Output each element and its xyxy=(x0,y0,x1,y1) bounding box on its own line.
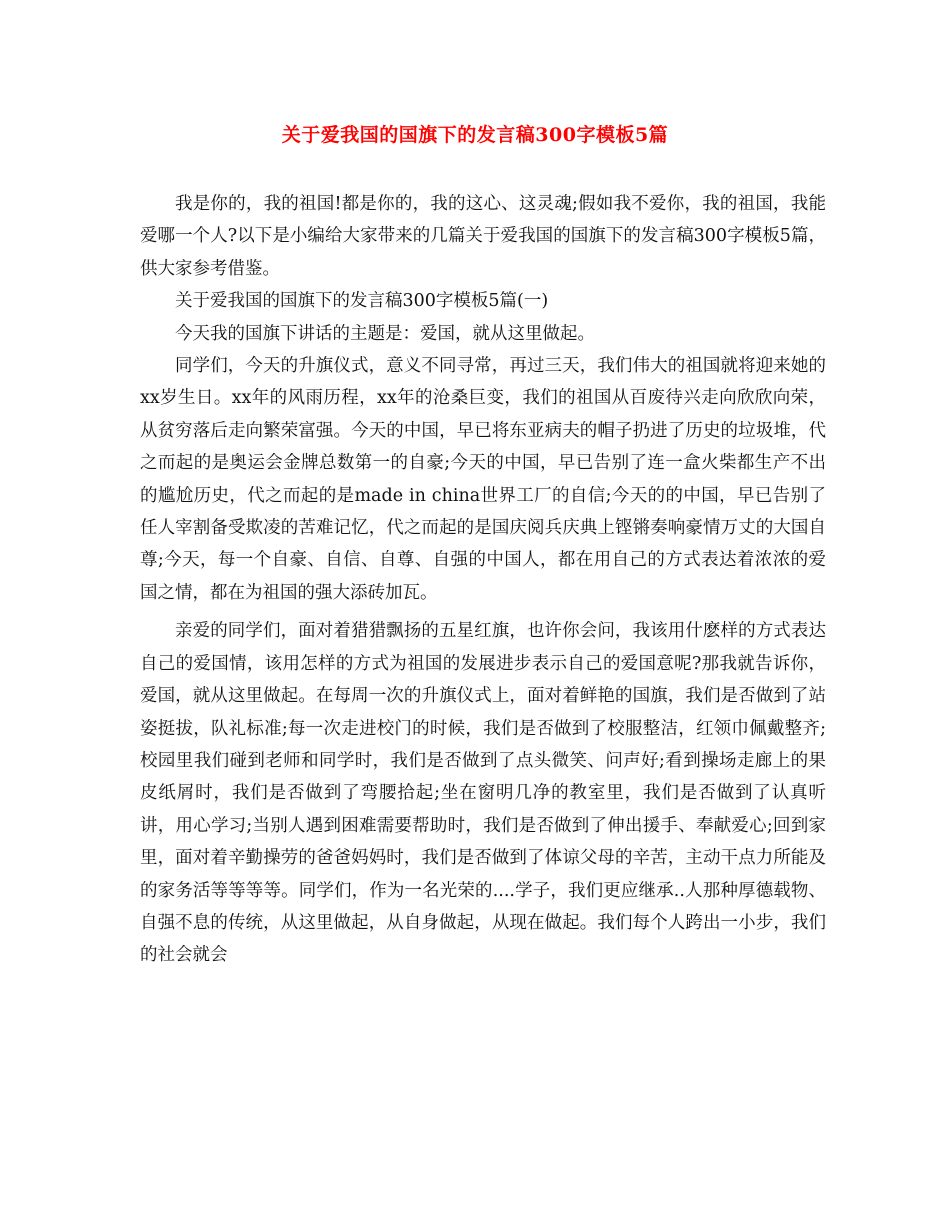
paragraph-topic: 今天我的国旗下讲话的主题是：爱国，就从这里做起。 xyxy=(175,323,595,344)
paragraph-subheading: 关于爱我国的国旗下的发言稿300字模板5篇(一) xyxy=(175,291,549,312)
document-body xyxy=(140,188,826,972)
paragraph-intro: 我是你的，我的祖国!都是你的，我的这心、这灵魂;假如我不爱你，我的祖国，我能爱哪一个人?以下是小编给大家带来的几篇关于爱我国的国旗下的发言稿300字模板5篇，供大家参考借鉴。 xyxy=(140,194,826,279)
paragraph-body-2: 亲爱的同学们，面对着猎猎飘扬的五星红旗，也许你会问，我该用什麽样的方式表达自己的爱国情，该用怎样的方式为祖国的发展进步表示自己的爱国意呢?那我就告诉你，爱国，就从这里做起。在每周一次的升旗仪式上，面对着鲜艳的国旗，我们是否做到了站姿挺拔，队礼标准;每一次走进校门的时候，我们是否做到了校服整洁，红领巾佩戴整齐;校园里我们碰到老师和同学时，我们是否做到了点头微笑、问声好;看到操场走廊上的果皮纸屑时，我们是否做到了弯腰拾起;坐在窗明几净的教室里，我们是否做到了认真听讲，用心学习;当别人遇到困难需要帮助时，我们是否做到了伸出援手、奉献爱心;回到家里，面对着辛勤操劳的爸爸妈妈时，我们是否做到了体谅父母的辛苦，主动干点力所能及的家务活等等等等。同学们，作为一名光荣的....学子，我们更应继承..人那种厚德载物、自强不息的传统，从这里做起，从自身做起，从现在做起。我们每个人跨出一小步，我们的社会就会 xyxy=(140,621,826,966)
paragraph-body-1: 同学们，今天的升旗仪式，意义不同寻常，再过三天，我们伟大的祖国就将迎来她的xx岁生日。xx年的风雨历程，xx年的沧桑巨变，我们的祖国从百废待兴走向欣欣向荣，从贫穷落后走向繁荣富强。今天的中国，早已将东亚病夫的帽子扔进了历史的垃圾堆，代之而起的是奥运会金牌总数第一的自豪;今天的中国，早已告别了连一盒火柴都生产不出的尴尬历史，代之而起的是made in china世界工厂的自信;今天的的中国，早已告别了任人宰割备受欺凌的苦难记忆，代之而起的是国庆阅兵庆典上铿锵奏响豪情万丈的大国自尊;今天，每一个自豪、自信、自尊、自强的中国人，都在用自己的方式表达着浓浓的爱国之情，都在为祖国的强大添砖加瓦。 xyxy=(140,356,826,603)
document-title: 关于爱我国的国旗下的发言稿300字模板5篇 xyxy=(281,124,669,146)
